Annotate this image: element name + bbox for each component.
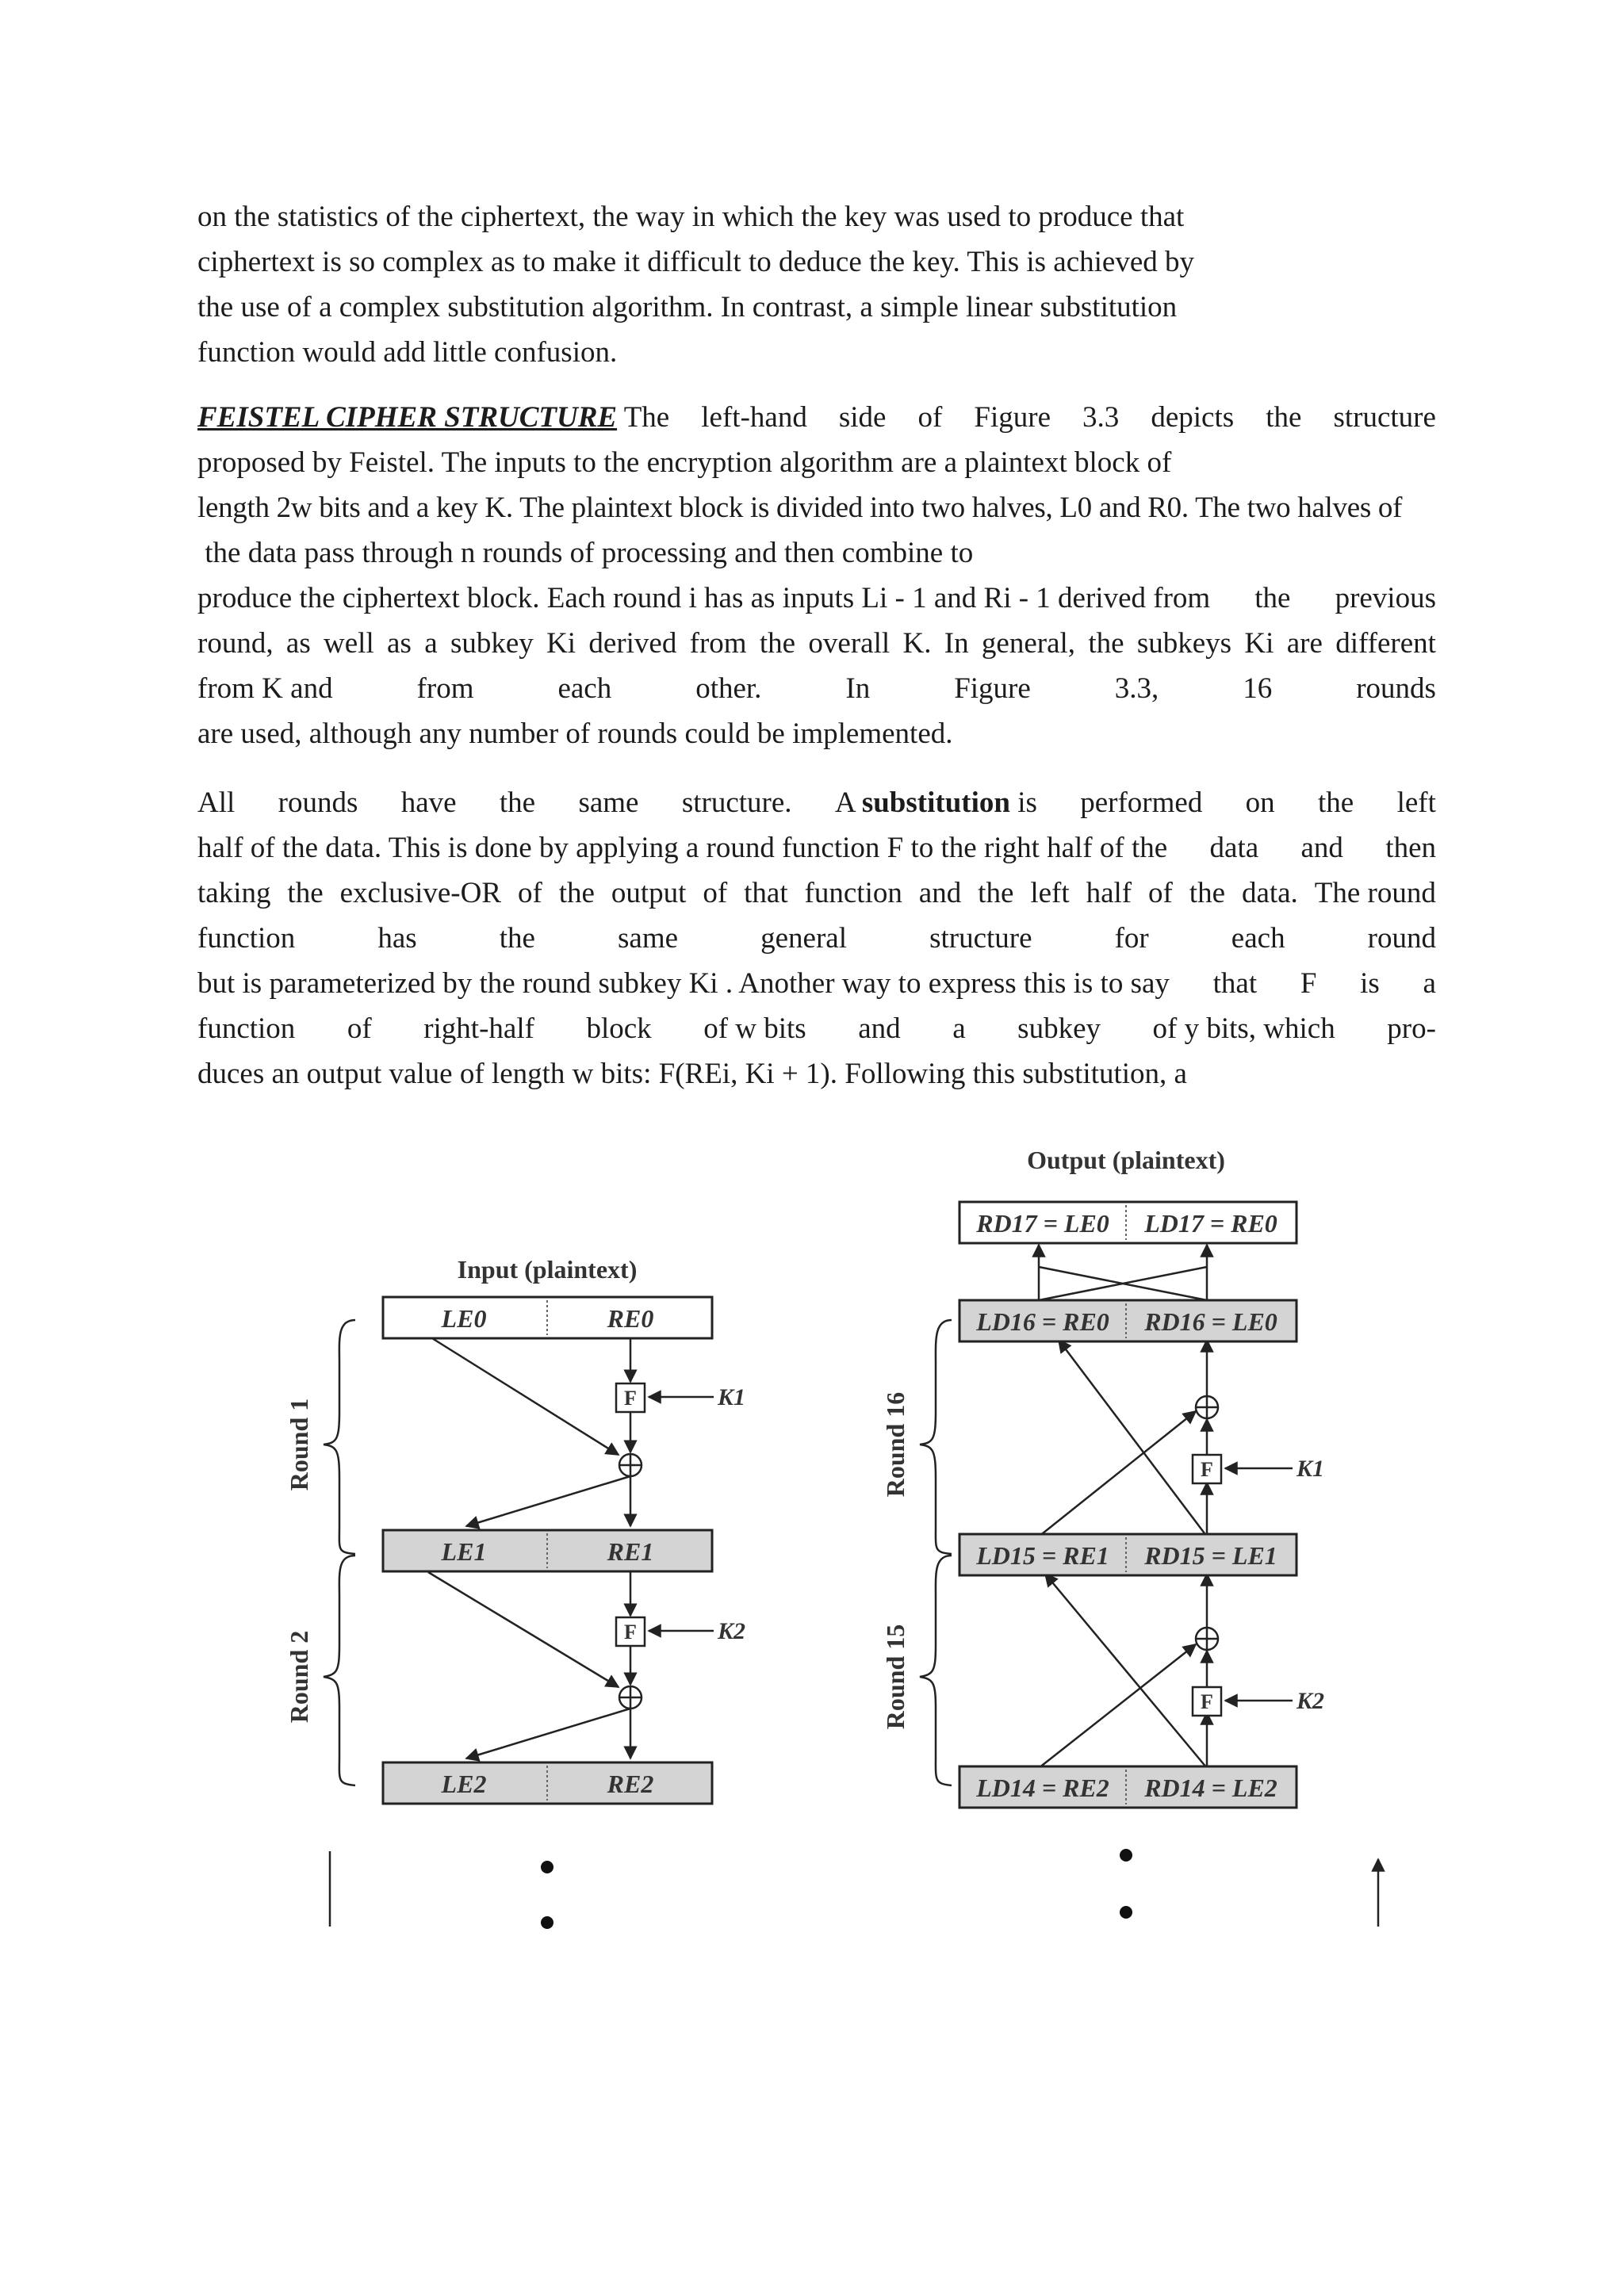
continuation-dot [1120, 1849, 1132, 1862]
round-label: Round 1 [285, 1398, 313, 1491]
subkey-label: K2 [1297, 1688, 1325, 1714]
xor-icon [1196, 1396, 1218, 1418]
block-label: LD14 = RE2 [976, 1774, 1109, 1802]
section-heading: FEISTEL CIPHER STRUCTURE [197, 401, 618, 434]
xor-icon [619, 1686, 642, 1709]
block-label: RE2 [607, 1770, 654, 1798]
continuation-dot [541, 1916, 553, 1929]
round-brace [324, 1556, 355, 1785]
text-line: but is parameterized by the round subkey Ki . Another way to express this is to say that F is a [197, 967, 1436, 1000]
text-line: proposed by Feistel. The inputs to the encryption algorithm are a plaintext block of [197, 446, 1172, 479]
block-label: LD15 = RE1 [976, 1541, 1109, 1570]
f-label: F [1201, 1690, 1213, 1713]
text-line: taking the exclusive-OR of the output of that function and the left half of the data. The round [197, 877, 1436, 909]
figure-output-title: Output (plaintext) [1027, 1146, 1225, 1174]
text-line: the use of a complex substitution algorithm. In contrast, a simple linear substitution [197, 291, 1178, 323]
bold-term: substitution [861, 786, 1010, 819]
block-label: RD14 = LE2 [1144, 1774, 1277, 1802]
subkey-label: K1 [1297, 1456, 1325, 1482]
subkey-label: K1 [718, 1384, 746, 1410]
text-line: All rounds have the same structure. A substitution is performed on the left [197, 786, 1436, 819]
round-label: Round 2 [285, 1630, 313, 1724]
block-label: RD16 = LE0 [1144, 1307, 1277, 1336]
block-label: RE1 [607, 1537, 654, 1566]
round-1-output-block [383, 1530, 712, 1571]
block-label: RD17 = LE0 [976, 1209, 1109, 1238]
block-label: LE2 [441, 1770, 487, 1798]
text-line: produce the ciphertext block. Each round i has as inputs Li - 1 and Ri - 1 derived from the previous [197, 582, 1436, 614]
subkey-label: K2 [718, 1618, 746, 1644]
input-block [383, 1297, 712, 1338]
round-2-output-block [383, 1762, 712, 1804]
continuation-dot [1120, 1906, 1132, 1919]
round-brace [920, 1556, 952, 1785]
block-label: LD17 = RE0 [1144, 1209, 1277, 1238]
text-line: length 2w bits and a key K. The plaintext block is divided into two halves, L0 and R0. The two halves of [197, 492, 1403, 524]
text-line: ciphertext is so complex as to make it difficult to deduce the key. This is achieved by [197, 246, 1194, 278]
block-label: LE1 [441, 1537, 487, 1566]
f-label: F [624, 1387, 637, 1410]
round-label: Round 15 [881, 1624, 910, 1730]
f-label: F [624, 1621, 637, 1644]
text-line: FEISTEL CIPHER STRUCTURE The left-hand side of Figure 3.3 depicts the structure [197, 401, 1436, 434]
block-label: RD15 = LE1 [1144, 1541, 1277, 1570]
round-brace [324, 1320, 355, 1554]
text-line: function would add little confusion. [197, 336, 618, 369]
text-line: duces an output value of length w bits: F(REi, Ki + 1). Following this substitution, a [197, 1058, 1187, 1090]
continuation-dot [541, 1861, 553, 1873]
block-label: LE0 [441, 1304, 487, 1333]
block-label: RE0 [607, 1304, 654, 1333]
block-label: LD16 = RE0 [976, 1307, 1109, 1336]
round-label: Round 16 [881, 1391, 910, 1498]
figure-input-title: Input (plaintext) [457, 1255, 638, 1284]
text-line: round, as well as a subkey Ki derived from the overall K. In general, the subkeys Ki are different [197, 627, 1436, 660]
xor-icon [619, 1454, 642, 1476]
text-line: on the statistics of the ciphertext, the way in which the key was used to produce that [197, 201, 1185, 233]
text-line: function has the same general structure for each round [197, 922, 1436, 955]
text-line: the data pass through n rounds of processing and then combine to [197, 537, 974, 569]
f-label: F [1201, 1458, 1213, 1481]
text-line: from K and from each other. In Figure 3.3, 16 rounds [197, 672, 1436, 705]
round-brace [920, 1320, 952, 1554]
text-line: half of the data. This is done by applying a round function F to the right half of the data and then [197, 832, 1436, 864]
xor-icon [1196, 1628, 1218, 1650]
text-line: function of right-half block of w bits and a subkey of y bits, which pro- [197, 1012, 1436, 1045]
text-line: are used, although any number of rounds could be implemented. [197, 718, 953, 750]
